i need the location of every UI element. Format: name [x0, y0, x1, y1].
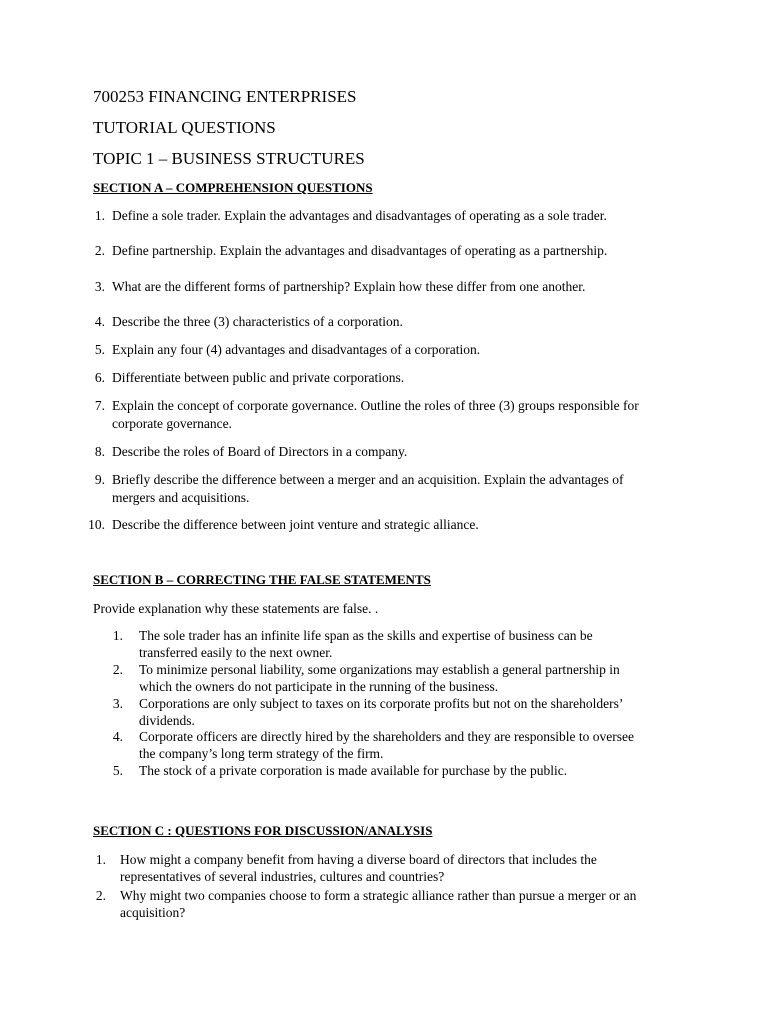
course-title: 700253 FINANCING ENTERPRISES — [93, 87, 357, 106]
section-c-title: SECTION C : QUESTIONS FOR DISCUSSION/ANALYSIS — [93, 823, 433, 838]
list-item-number: 3. — [112, 696, 123, 711]
list-item-text: dividends. — [139, 713, 195, 728]
list-item-text: acquisition? — [120, 905, 186, 920]
list-item-number: 5. — [112, 763, 123, 778]
list-item-number: 10. — [88, 517, 105, 532]
list-item-text: Differentiate between public and private corporations. — [112, 370, 405, 385]
list-item-number: 1. — [112, 628, 123, 643]
list-item-text: Briefly describe the difference between a merger and an acquisition. Explain the advantages of — [112, 472, 624, 487]
list-item-text: The stock of a private corporation is made available for purchase by the public. — [139, 763, 568, 778]
list-item-text: which the owners do not participate in the running of the business. — [139, 679, 499, 694]
list-item-text: Corporations are only subject to taxes on its corporate profits but not on the shareholders’ — [139, 696, 624, 711]
list-item-text: Describe the roles of Board of Directors in a company. — [112, 444, 408, 459]
list-item-text: Define a sole trader. Explain the advantages and disadvantages of operating as a sole trader. — [112, 208, 607, 223]
list-item-number: 2. — [95, 888, 106, 903]
list-item-text: How might a company benefit from having a diverse board of directors that includes the — [120, 852, 597, 867]
list-item-number: 1. — [95, 852, 106, 867]
topic-title: TOPIC 1 – BUSINESS STRUCTURES — [93, 149, 365, 168]
section-a-title: SECTION A – COMPREHENSION QUESTIONS — [93, 180, 373, 195]
list-item-text: mergers and acquisitions. — [112, 490, 250, 505]
section-b-title: SECTION B – CORRECTING THE FALSE STATEMENTS — [93, 572, 431, 587]
list-item-number: 4. — [112, 729, 123, 744]
list-item-number: 3. — [94, 279, 105, 294]
section-b-intro: Provide explanation why these statements are false. . — [93, 601, 379, 616]
list-item-text: Describe the difference between joint venture and strategic alliance. — [112, 517, 479, 532]
list-item-number: 2. — [94, 243, 105, 258]
list-item-text: the company’s long term strategy of the firm. — [139, 746, 384, 761]
list-item-number: 7. — [94, 398, 105, 413]
list-item-number: 1. — [94, 208, 105, 223]
list-item-text: The sole trader has an infinite life span as the skills and expertise of business can be — [139, 628, 593, 643]
list-item-text: Define partnership. Explain the advantages and disadvantages of operating as a partnership. — [112, 243, 608, 258]
list-item-text: Why might two companies choose to form a strategic alliance rather than pursue a merger or an — [120, 888, 637, 903]
list-item-number: 9. — [94, 472, 105, 487]
list-item-text: Corporate officers are directly hired by the shareholders and they are responsible to oversee — [139, 729, 634, 744]
list-item-number: 5. — [94, 342, 105, 357]
list-item-text: To minimize personal liability, some organizations may establish a general partnership in — [139, 662, 620, 677]
list-item-text: Explain any four (4) advantages and disadvantages of a corporation. — [112, 342, 481, 357]
list-item-text: representatives of several industries, cultures and countries? — [120, 869, 445, 884]
list-item-number: 2. — [112, 662, 123, 677]
list-item-text: What are the different forms of partnership? Explain how these differ from one another. — [112, 279, 586, 294]
doc-type-title: TUTORIAL QUESTIONS — [93, 118, 276, 137]
list-item-number: 8. — [94, 444, 105, 459]
list-item-number: 6. — [94, 370, 105, 385]
list-item-number: 4. — [94, 314, 105, 329]
list-item-text: Describe the three (3) characteristics of a corporation. — [112, 314, 403, 329]
list-item-text: Explain the concept of corporate governance. Outline the roles of three (3) groups responsible for — [112, 398, 639, 413]
list-item-text: corporate governance. — [112, 416, 232, 431]
list-item-text: transferred easily to the next owner. — [139, 645, 333, 660]
